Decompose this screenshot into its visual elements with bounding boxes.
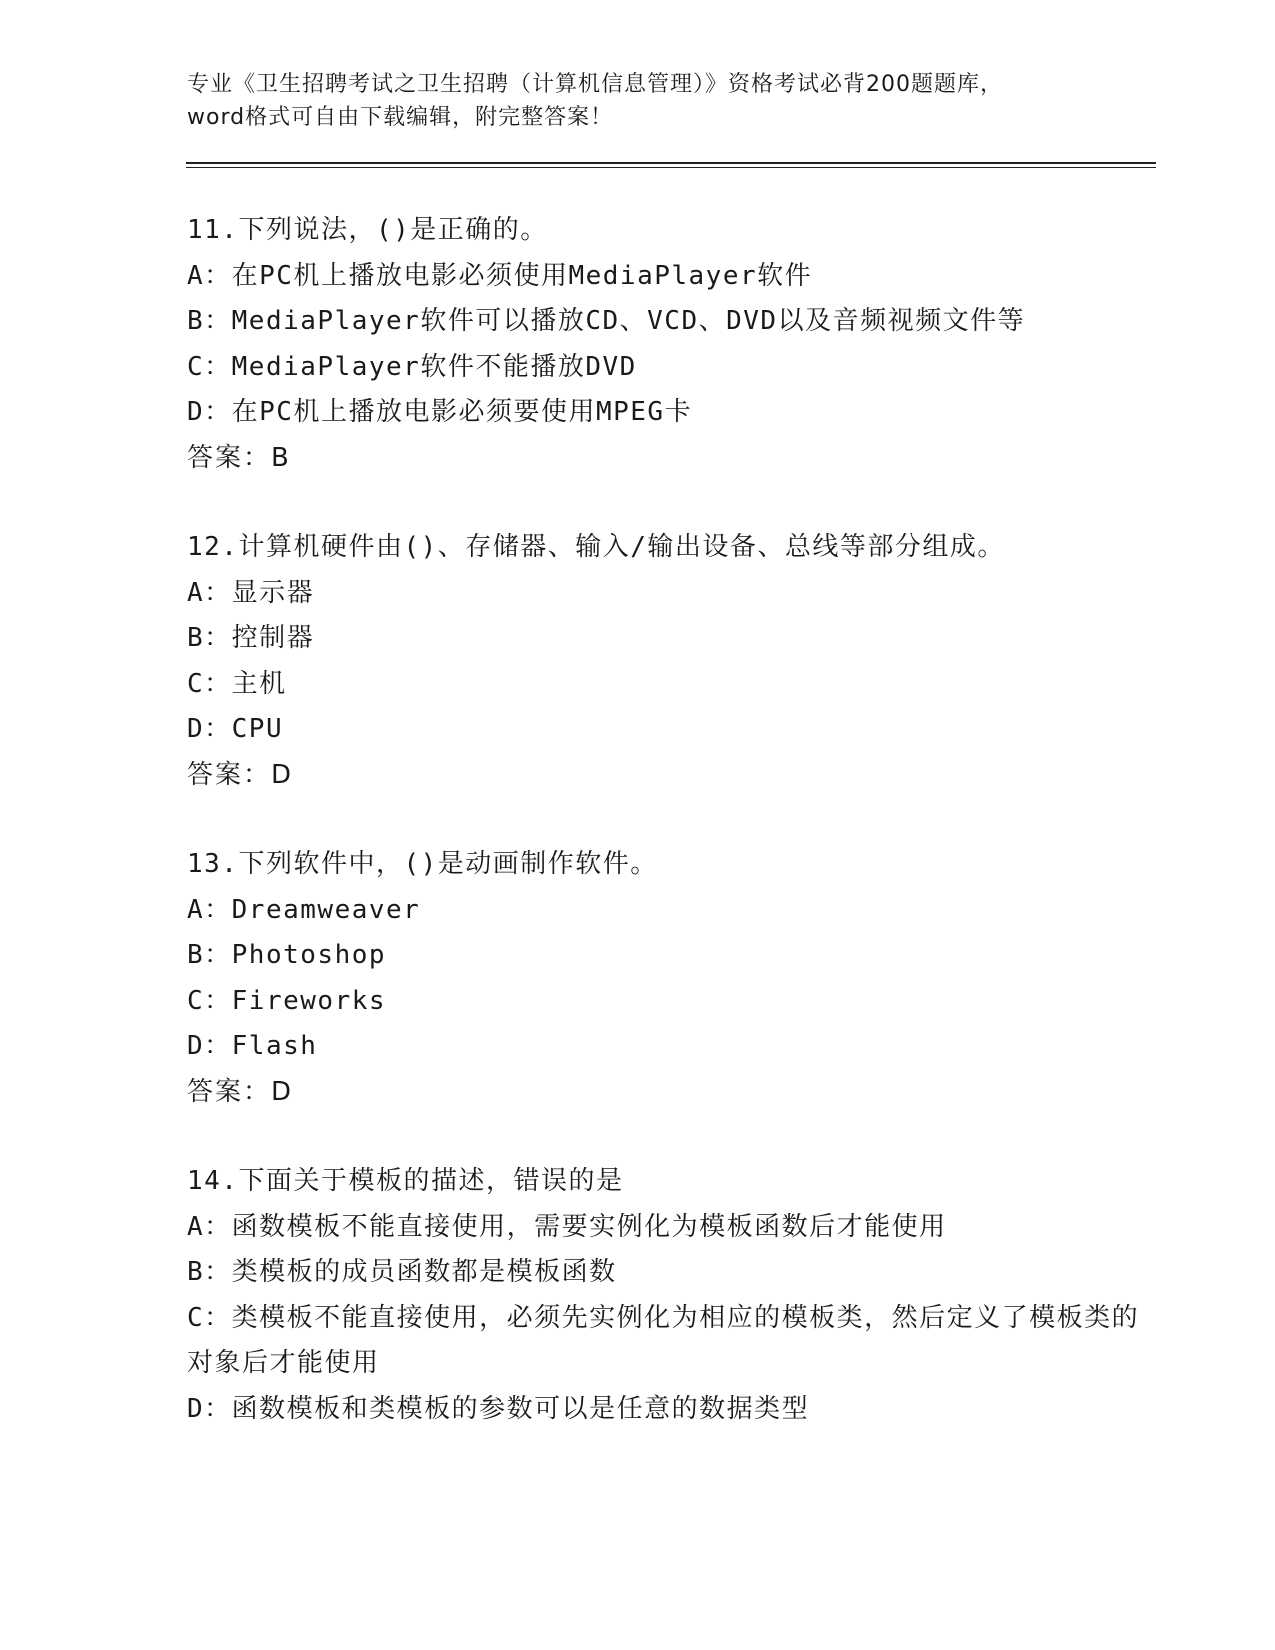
header-line-2: word格式可自由下载编辑，附完整答案！ [187, 105, 614, 130]
question-11 [187, 208, 1157, 481]
question-stem: 13.下列软件中，()是动画制作软件。 [187, 849, 658, 879]
question-13 [187, 842, 1157, 1115]
option-d: D：函数模板和类模板的参数可以是任意的数据类型 [187, 1393, 810, 1424]
option-a: A：函数模板不能直接使用，需要实例化为模板函数后才能使用 [187, 1211, 947, 1242]
option-c: C：MediaPlayer软件不能播放DVD [187, 351, 637, 382]
question-stem: 14.下面关于模板的描述，错误的是 [187, 1166, 624, 1196]
option-b: B：Photoshop [187, 940, 387, 970]
document-page [187, 68, 1157, 1476]
answer-line: 答案：D [187, 759, 294, 790]
option-d: D：CPU [187, 714, 284, 744]
header-divider [186, 162, 1156, 168]
document-header [187, 68, 1157, 134]
option-b: B：控制器 [187, 623, 315, 653]
option-a: A：显示器 [187, 577, 315, 608]
option-b: B：MediaPlayer软件可以播放CD、VCD、DVD以及音频视频文件等 [187, 306, 1026, 336]
answer-line: 答案：D [187, 1076, 294, 1107]
option-c: C：主机 [187, 668, 287, 699]
option-a: A：Dreamweaver [187, 894, 421, 925]
option-c: C：Fireworks [187, 985, 387, 1016]
question-14 [187, 1159, 1157, 1432]
answer-line: 答案：B [187, 442, 291, 473]
option-b: B：类模板的成员函数都是模板函数 [187, 1257, 617, 1287]
question-stem: 11.下列说法，()是正确的。 [187, 215, 548, 245]
option-a: A：在PC机上播放电影必须使用MediaPlayer软件 [187, 260, 813, 291]
question-stem: 12.计算机硬件由()、存储器、输入/输出设备、总线等部分组成。 [187, 532, 1005, 562]
option-d: D：Flash [187, 1031, 318, 1061]
header-line-1: 专业《卫生招聘考试之卫生招聘（计算机信息管理）》资格考试必背200题题库， [187, 72, 1003, 97]
option-c: C：类模板不能直接使用，必须先实例化为相应的模板类，然后定义了模板类的对象后才能使用 [187, 1302, 1140, 1378]
question-12 [187, 525, 1157, 798]
option-d: D：在PC机上播放电影必须要使用MPEG卡 [187, 397, 693, 427]
question-list [187, 208, 1157, 1432]
